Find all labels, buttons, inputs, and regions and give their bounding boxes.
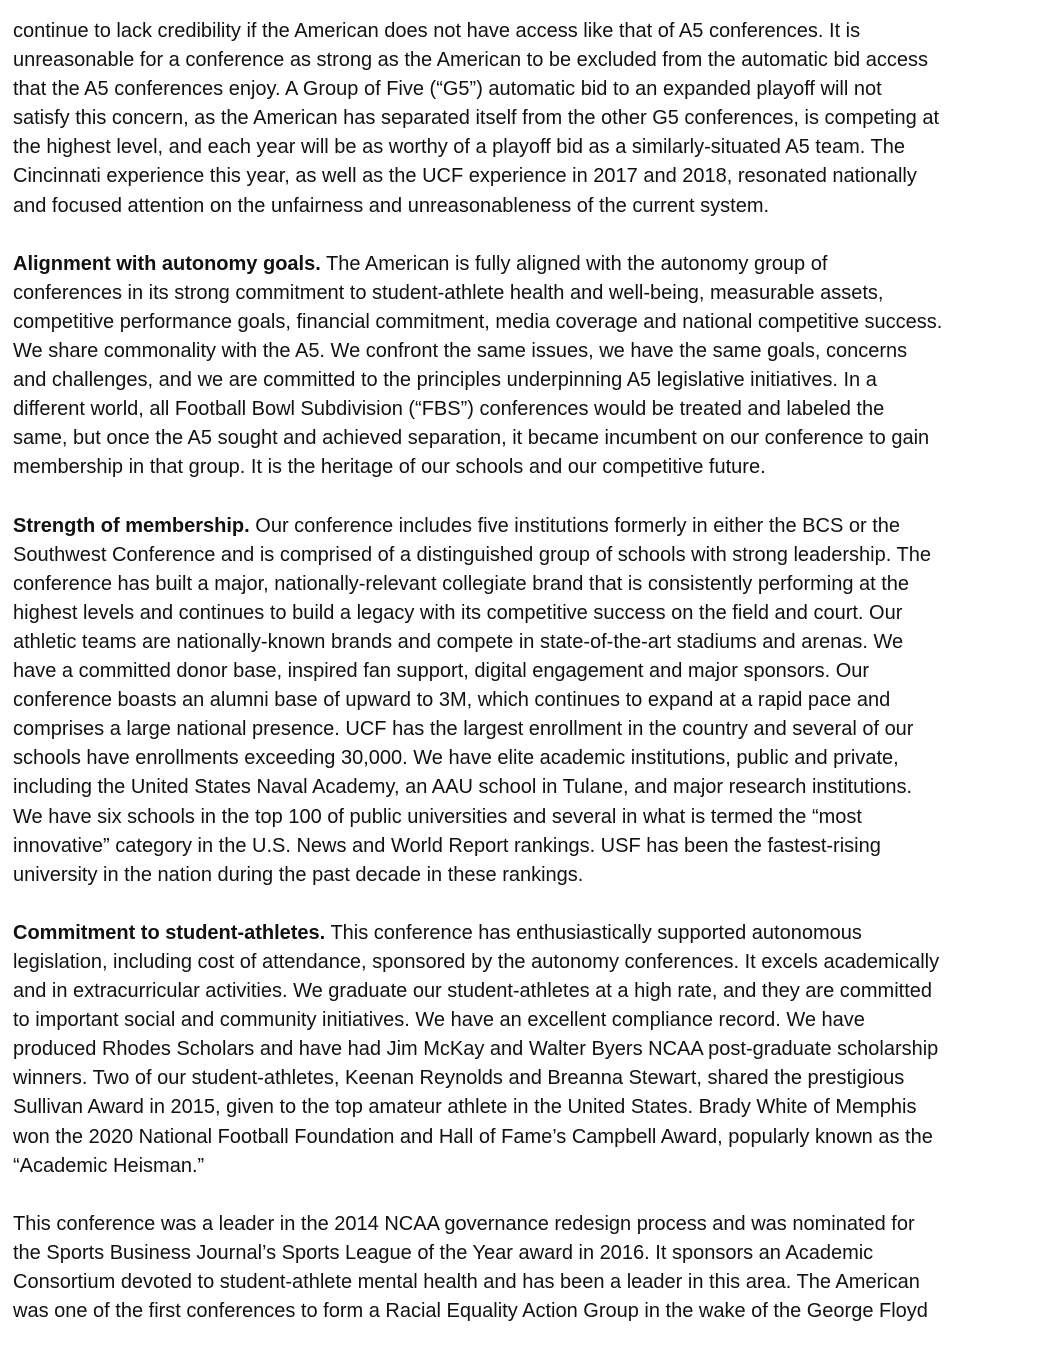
- text-line: athletic teams are nationally-known brands and compete in state-of-the-art stadiums and arenas. We: [13, 630, 904, 653]
- text-line: have a committed donor base, inspired fan support, digital engagement and major sponsors. Our: [13, 660, 870, 683]
- text-line: innovative” category in the U.S. News and World Report rankings. USF has been the fastest-rising: [13, 834, 881, 857]
- text-run: The American is fully aligned with the autonomy group of: [320, 252, 828, 275]
- text-line: Consortium devoted to student-athlete mental health and has been a leader in this area. The American: [13, 1271, 920, 1294]
- text-line: We share commonality with the A5. We confront the same issues, we have the same goals, concerns: [13, 340, 908, 363]
- text-line: We have six schools in the top 100 of public universities and several in what is termed the “most: [13, 805, 862, 828]
- text-line: that the A5 conferences enjoy. A Group of Five (“G5”) automatic bid to an expanded playoff will not: [13, 78, 882, 101]
- text-run: This conference has enthusiastically supported autonomous: [325, 921, 862, 944]
- text-line: won the 2020 National Football Foundation and Hall of Fame’s Campbell Award, popularly known as the: [13, 1125, 933, 1148]
- text-run: Our conference includes five institutions formerly in either the BCS or the: [249, 514, 901, 537]
- paragraph-heading: Alignment with autonomy goals.: [13, 252, 321, 275]
- text-line: university in the nation during the past decade in these rankings.: [13, 863, 584, 886]
- paragraph-heading: Strength of membership.: [13, 514, 250, 537]
- text-line: same, but once the A5 sought and achieved separation, it became incumbent on our conference to gain: [13, 427, 930, 450]
- text-line: produced Rhodes Scholars and have had Jim McKay and Walter Byers NCAA post-graduate scholarship: [13, 1038, 939, 1061]
- text-line: satisfy this concern, as the American has separated itself from the other G5 conferences, is competing at: [13, 107, 940, 130]
- text-line: competitive performance goals, financial commitment, media coverage and national competitive success.: [13, 310, 943, 333]
- text-line: the highest level, and each year will be as worthy of a playoff bid as a similarly-situated A5 team. The: [13, 136, 905, 159]
- text-line: “Academic Heisman.”: [13, 1154, 205, 1177]
- text-line: continue to lack credibility if the American does not have access like that of A5 conferences. It is: [13, 20, 861, 42]
- paragraph-alignment: [13, 250, 1042, 483]
- paragraph-student-athletes: [13, 919, 1042, 1181]
- text-line: to important social and community initiatives. We have an excellent compliance record. We have: [13, 1009, 865, 1032]
- text-line: comprises a large national presence. UCF has the largest enrollment in the country and several of our: [13, 718, 914, 741]
- text-line: different world, all Football Bowl Subdivision (“FBS”) conferences would be treated and labeled the: [13, 398, 885, 421]
- paragraph-leadership: [13, 1210, 1042, 1326]
- text-line: Cincinnati experience this year, as well as the UCF experience in 2017 and 2018, resonated nationally: [13, 165, 917, 188]
- text-line: conferences in its strong commitment to student-athlete health and well-being, measurable assets,: [13, 281, 884, 304]
- text-line: schools have enrollments exceeding 30,000. We have elite academic institutions, public and private,: [13, 747, 899, 770]
- text-line: [13, 512, 1042, 541]
- text-line: and focused attention on the unfairness and unreasonableness of the current system.: [13, 194, 770, 217]
- text-line: unreasonable for a conference as strong as the American to be excluded from the automatic bid access: [13, 49, 928, 72]
- text-line: was one of the first conferences to form a Racial Equality Action Group in the wake of the George Floyd: [13, 1300, 928, 1323]
- text-line: This conference was a leader in the 2014 NCAA governance redesign process and was nominated for: [13, 1212, 915, 1235]
- text-line: the Sports Business Journal’s Sports League of the Year award in 2016. It sponsors an Academic: [13, 1241, 874, 1264]
- paragraph-membership: [13, 512, 1042, 890]
- text-line: Sullivan Award in 2015, given to the top amateur athlete in the United States. Brady White of Memphis: [13, 1096, 917, 1119]
- text-line: including the United States Naval Academy, an AAU school in Tulane, and major research institutions.: [13, 776, 913, 799]
- text-line: [13, 250, 1042, 279]
- text-line: legislation, including cost of attendance, sponsored by the autonomy conferences. It excels academically: [13, 951, 940, 973]
- paragraph-credibility: [13, 17, 1042, 221]
- text-line: and in extracurricular activities. We graduate our student-athletes at a high rate, and they are committed: [13, 980, 933, 1003]
- text-line: winners. Two of our student-athletes, Keenan Reynolds and Breanna Stewart, shared the prestigious: [13, 1067, 905, 1090]
- text-line: conference boasts an alumni base of upward to 3M, which continues to expand at a rapid pace and: [13, 689, 891, 712]
- text-line: Southwest Conference and is comprised of a distinguished group of schools with strong leadership. The: [13, 543, 931, 566]
- paragraph-heading: Commitment to student-athletes.: [13, 921, 326, 944]
- text-line: conference has built a major, nationally-relevant collegiate brand that is consistently performing at the: [13, 572, 910, 595]
- text-line: and challenges, and we are committed to the principles underpinning A5 legislative initiatives. In a: [13, 369, 877, 392]
- text-line: [13, 919, 1042, 948]
- text-line: highest levels and continues to build a legacy with its competitive success on the field and court. Our: [13, 601, 903, 624]
- text-line: membership in that group. It is the heritage of our schools and our competitive future.: [13, 456, 766, 479]
